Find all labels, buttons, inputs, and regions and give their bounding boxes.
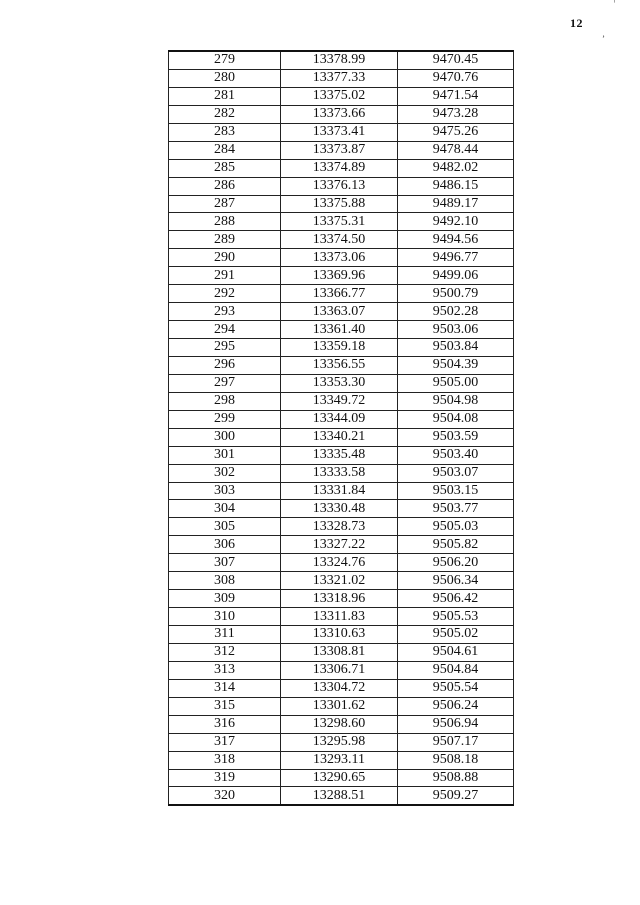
x-coordinate-cell: 13378.99: [281, 51, 398, 69]
y-coordinate-cell: 9504.98: [398, 392, 514, 410]
x-coordinate-cell: 13359.18: [281, 339, 398, 357]
y-coordinate-cell: 9509.27: [398, 787, 514, 805]
x-coordinate-cell: 13340.21: [281, 428, 398, 446]
x-coordinate-cell: 13366.77: [281, 285, 398, 303]
point-number-cell: 317: [169, 733, 281, 751]
point-number-cell: 304: [169, 500, 281, 518]
table-row: [169, 51, 514, 69]
table-row: [169, 159, 514, 177]
x-coordinate-cell: 13374.89: [281, 159, 398, 177]
x-coordinate-cell: 13311.83: [281, 608, 398, 626]
point-number-cell: 307: [169, 554, 281, 572]
point-number-cell: 283: [169, 123, 281, 141]
y-coordinate-cell: 9505.54: [398, 679, 514, 697]
x-coordinate-cell: 13318.96: [281, 590, 398, 608]
point-number-cell: 285: [169, 159, 281, 177]
table-row: [169, 249, 514, 267]
scan-mark: ʼ: [602, 34, 605, 44]
y-coordinate-cell: 9478.44: [398, 141, 514, 159]
table-row: [169, 392, 514, 410]
x-coordinate-cell: 13375.88: [281, 195, 398, 213]
table-row: [169, 374, 514, 392]
x-coordinate-cell: 13335.48: [281, 446, 398, 464]
point-number-cell: 300: [169, 428, 281, 446]
point-number-cell: 279: [169, 51, 281, 69]
point-number-cell: 281: [169, 87, 281, 105]
y-coordinate-cell: 9505.03: [398, 518, 514, 536]
point-number-cell: 280: [169, 69, 281, 87]
y-coordinate-cell: 9502.28: [398, 303, 514, 321]
x-coordinate-cell: 13295.98: [281, 733, 398, 751]
page-number: 12: [570, 16, 583, 30]
x-coordinate-cell: 13290.65: [281, 769, 398, 787]
point-number-cell: 297: [169, 374, 281, 392]
table-row: [169, 787, 514, 805]
table-row: [169, 446, 514, 464]
x-coordinate-cell: 13373.06: [281, 249, 398, 267]
table-row: [169, 464, 514, 482]
table-row: [169, 303, 514, 321]
x-coordinate-cell: 13310.63: [281, 626, 398, 644]
y-coordinate-cell: 9475.26: [398, 123, 514, 141]
point-number-cell: 319: [169, 769, 281, 787]
x-coordinate-cell: 13308.81: [281, 643, 398, 661]
point-number-cell: 295: [169, 339, 281, 357]
table-row: [169, 428, 514, 446]
y-coordinate-cell: 9500.79: [398, 285, 514, 303]
y-coordinate-cell: 9503.40: [398, 446, 514, 464]
point-number-cell: 316: [169, 715, 281, 733]
y-coordinate-cell: 9506.94: [398, 715, 514, 733]
y-coordinate-cell: 9473.28: [398, 105, 514, 123]
point-number-cell: 293: [169, 303, 281, 321]
x-coordinate-cell: 13373.41: [281, 123, 398, 141]
x-coordinate-cell: 13361.40: [281, 321, 398, 339]
x-coordinate-cell: 13306.71: [281, 661, 398, 679]
table-row: [169, 608, 514, 626]
y-coordinate-cell: 9503.07: [398, 464, 514, 482]
y-coordinate-cell: 9506.24: [398, 697, 514, 715]
x-coordinate-cell: 13373.66: [281, 105, 398, 123]
y-coordinate-cell: 9508.88: [398, 769, 514, 787]
point-number-cell: 302: [169, 464, 281, 482]
x-coordinate-cell: 13373.87: [281, 141, 398, 159]
point-number-cell: 292: [169, 285, 281, 303]
point-number-cell: 306: [169, 536, 281, 554]
x-coordinate-cell: 13321.02: [281, 572, 398, 590]
table-row: [169, 321, 514, 339]
y-coordinate-cell: 9486.15: [398, 177, 514, 195]
y-coordinate-cell: 9503.06: [398, 321, 514, 339]
x-coordinate-cell: 13353.30: [281, 374, 398, 392]
x-coordinate-cell: 13363.07: [281, 303, 398, 321]
point-number-cell: 309: [169, 590, 281, 608]
y-coordinate-cell: 9499.06: [398, 267, 514, 285]
x-coordinate-cell: 13375.31: [281, 213, 398, 231]
x-coordinate-cell: 13377.33: [281, 69, 398, 87]
table-row: [169, 285, 514, 303]
point-number-cell: 305: [169, 518, 281, 536]
x-coordinate-cell: 13375.02: [281, 87, 398, 105]
table-row: [169, 123, 514, 141]
y-coordinate-cell: 9470.45: [398, 51, 514, 69]
point-number-cell: 310: [169, 608, 281, 626]
point-number-cell: 294: [169, 321, 281, 339]
table-row: [169, 572, 514, 590]
table-row: [169, 339, 514, 357]
x-coordinate-cell: 13324.76: [281, 554, 398, 572]
table-row: [169, 231, 514, 249]
table-row: [169, 356, 514, 374]
y-coordinate-cell: 9506.34: [398, 572, 514, 590]
table-row: [169, 751, 514, 769]
x-coordinate-cell: 13376.13: [281, 177, 398, 195]
table-row: [169, 500, 514, 518]
x-coordinate-cell: 13298.60: [281, 715, 398, 733]
point-number-cell: 291: [169, 267, 281, 285]
table-row: [169, 536, 514, 554]
table-row: [169, 105, 514, 123]
y-coordinate-cell: 9504.84: [398, 661, 514, 679]
y-coordinate-cell: 9503.84: [398, 339, 514, 357]
table-row: [169, 482, 514, 500]
y-coordinate-cell: 9470.76: [398, 69, 514, 87]
table-row: [169, 590, 514, 608]
x-coordinate-cell: 13288.51: [281, 787, 398, 805]
table-row: [169, 661, 514, 679]
coordinates-table: [168, 50, 514, 806]
y-coordinate-cell: 9508.18: [398, 751, 514, 769]
x-coordinate-cell: 13304.72: [281, 679, 398, 697]
y-coordinate-cell: 9505.00: [398, 374, 514, 392]
y-coordinate-cell: 9482.02: [398, 159, 514, 177]
y-coordinate-cell: 9506.20: [398, 554, 514, 572]
point-number-cell: 315: [169, 697, 281, 715]
y-coordinate-cell: 9494.56: [398, 231, 514, 249]
y-coordinate-cell: 9504.08: [398, 410, 514, 428]
point-number-cell: 288: [169, 213, 281, 231]
table-row: [169, 626, 514, 644]
point-number-cell: 286: [169, 177, 281, 195]
point-number-cell: 301: [169, 446, 281, 464]
point-number-cell: 314: [169, 679, 281, 697]
x-coordinate-cell: 13330.48: [281, 500, 398, 518]
point-number-cell: 296: [169, 356, 281, 374]
table-row: [169, 267, 514, 285]
point-number-cell: 299: [169, 410, 281, 428]
table-row: [169, 195, 514, 213]
table-row: [169, 518, 514, 536]
table-row: [169, 697, 514, 715]
y-coordinate-cell: 9505.82: [398, 536, 514, 554]
y-coordinate-cell: 9496.77: [398, 249, 514, 267]
y-coordinate-cell: 9503.15: [398, 482, 514, 500]
table-row: [169, 410, 514, 428]
y-coordinate-cell: 9505.53: [398, 608, 514, 626]
x-coordinate-cell: 13369.96: [281, 267, 398, 285]
point-number-cell: 318: [169, 751, 281, 769]
point-number-cell: 313: [169, 661, 281, 679]
point-number-cell: 298: [169, 392, 281, 410]
y-coordinate-cell: 9504.61: [398, 643, 514, 661]
y-coordinate-cell: 9506.42: [398, 590, 514, 608]
table-row: [169, 715, 514, 733]
table-row: [169, 141, 514, 159]
point-number-cell: 289: [169, 231, 281, 249]
table-row: [169, 177, 514, 195]
point-number-cell: 303: [169, 482, 281, 500]
coordinates-table-body: [169, 51, 514, 805]
y-coordinate-cell: 9505.02: [398, 626, 514, 644]
point-number-cell: 320: [169, 787, 281, 805]
y-coordinate-cell: 9504.39: [398, 356, 514, 374]
table-row: [169, 554, 514, 572]
y-coordinate-cell: 9492.10: [398, 213, 514, 231]
x-coordinate-cell: 13356.55: [281, 356, 398, 374]
table-row: [169, 87, 514, 105]
point-number-cell: 290: [169, 249, 281, 267]
y-coordinate-cell: 9507.17: [398, 733, 514, 751]
table-row: [169, 733, 514, 751]
y-coordinate-cell: 9503.59: [398, 428, 514, 446]
point-number-cell: 311: [169, 626, 281, 644]
table-row: [169, 679, 514, 697]
point-number-cell: 312: [169, 643, 281, 661]
x-coordinate-cell: 13333.58: [281, 464, 398, 482]
x-coordinate-cell: 13327.22: [281, 536, 398, 554]
y-coordinate-cell: 9489.17: [398, 195, 514, 213]
point-number-cell: 308: [169, 572, 281, 590]
x-coordinate-cell: 13328.73: [281, 518, 398, 536]
table-row: [169, 69, 514, 87]
x-coordinate-cell: 13374.50: [281, 231, 398, 249]
table-row: [169, 643, 514, 661]
point-number-cell: 287: [169, 195, 281, 213]
x-coordinate-cell: 13331.84: [281, 482, 398, 500]
x-coordinate-cell: 13301.62: [281, 697, 398, 715]
x-coordinate-cell: 13349.72: [281, 392, 398, 410]
x-coordinate-cell: 13344.09: [281, 410, 398, 428]
x-coordinate-cell: 13293.11: [281, 751, 398, 769]
table-row: [169, 213, 514, 231]
y-coordinate-cell: 9471.54: [398, 87, 514, 105]
y-coordinate-cell: 9503.77: [398, 500, 514, 518]
table-row: [169, 769, 514, 787]
point-number-cell: 284: [169, 141, 281, 159]
point-number-cell: 282: [169, 105, 281, 123]
